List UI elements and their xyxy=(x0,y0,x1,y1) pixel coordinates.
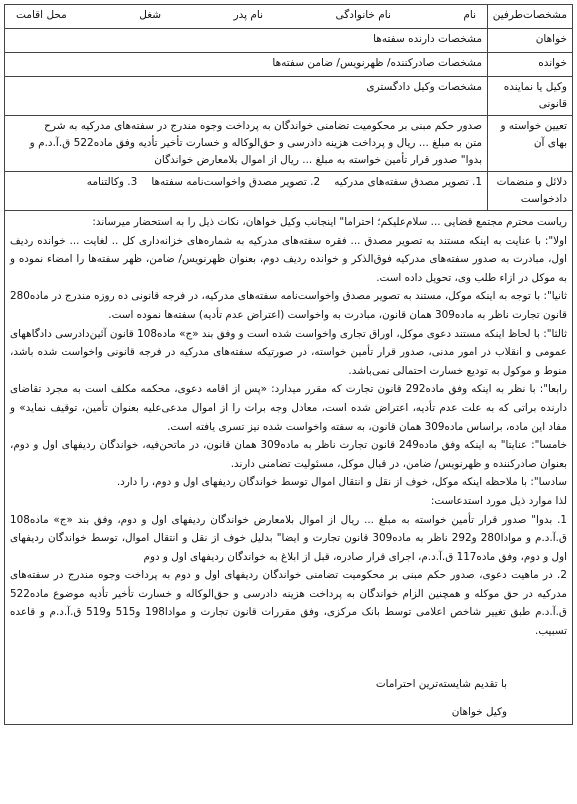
header-label: مشخصات‌طرفین xyxy=(488,5,573,29)
header-row xyxy=(5,5,573,29)
header-columns xyxy=(5,5,488,29)
petition-body xyxy=(5,211,573,725)
claim-line: صدور حکم مبنی بر محکومیت تضامنی خواندگان به پرداخت وجوه مندرج در سفته‌های مدرکیه به شرح xyxy=(44,120,482,132)
lawyer-label: وکیل یا نماینده قانونی xyxy=(488,77,573,116)
body-row xyxy=(5,211,573,725)
petition-form xyxy=(4,4,573,725)
evidence-value xyxy=(5,172,488,211)
request-item: 2. در ماهیت دعوی، صدور حکم مبنی بر محکومیت تضامنی خواندگان ردیفهای اول و دوم به پرداخت وجوه مندرج در سفته‌های مدرکیه در حق موکله و همچنین الزام خواندگان به پرداخت هزینه دادرسی و حق‌الوکاله و خسارت تأخیر تأدیه موضوع ماده522 ق.آ.د.م طبق تغییر شاخص اعلامی توسط بانک مرکزی، وفق مقررات قانون تجارت و موادا198 و515 و519 ق.آ.د.م و قاعده تسبیب. xyxy=(10,569,567,638)
salutation-paragraph: ریاست محترم مجتمع قضایی ... سلام‌علیکم؛ احتراما" اینجانب وکیل خواهان، نکات ذیل را به استحضار میرساند: xyxy=(92,216,567,228)
requests-intro: لذا موارد ذیل مورد استدعاست: xyxy=(430,494,567,507)
body-paragraph: رابعا": با نظر به اینکه وفق ماده292 قانون تجارت که مقرر میدارد: «پس از اقامه دعوی، محکمه مکلف است به مجرد تقاضای دارنده براتی که به علت عدم تأدیه، اعتراض شده است، معادل وجه برات را از اموال مدعی‌علیه بعنوان تأمین، توقیف نماید» و مفاد این ماده، براساس ماده309 همان قانون، به سفته واخواست شده نیز تسری یافته است. xyxy=(10,383,567,433)
evidence-item: 2. تصویر مصدق واخواست‌نامه سفته‌ها xyxy=(151,176,321,188)
claim-label: تعیین خواسته و بهای آن xyxy=(488,116,573,172)
parties-table xyxy=(4,4,573,725)
closing-greeting: با تقدیم شایسته‌ترین احترامات xyxy=(375,677,507,690)
evidence-item: 3. وکالتنامه xyxy=(86,176,138,188)
body-paragraph: ثالثا": با لحاظ اینکه مستند دعوی موکل، اوراق تجاری واخواست شده است و وفق بند «ج» ماده108 قانون آئین‌دادرسی دادگاههای عمومی و انقلاب در امور مدنی، صدور قرار تأمین خواسته، در صورتیکه سفته‌های مدرکیه در فرجه قانونی واخواست شده باشد، منوط و موکول به تودیع خسارت احتمالی نمی‌باشد. xyxy=(10,327,567,377)
claim-line: بدوا" صدور قرار تأمین خواسته به مبلغ ... ریال از اموال بلامعارض خواندگان xyxy=(154,154,482,166)
defendant-label: خوانده xyxy=(488,53,573,77)
evidence-item: 1. تصویر مصدق سفته‌های مدرکیه xyxy=(334,176,482,188)
defendant-value: مشخصات صادرکننده/ ظهرنویس/ ضامن سفته‌ها xyxy=(5,53,488,77)
claim-value xyxy=(5,116,488,172)
plaintiff-row xyxy=(5,29,573,53)
evidence-row xyxy=(5,172,573,211)
plaintiff-label: خواهان xyxy=(488,29,573,53)
request-item: 1. بدوا" صدور قرار تأمین خواسته به مبلغ ... ریال از اموال بلامعارض خواندگان ردیفهای اول و دوم، وفق بند «ج» ماده108 ق.آ.د.م و موادا280 و292 ناظر به ماده309 قانون تجارت و ایضا" بدلیل خوف از نقل و انتقال اموال، توسط خواندگان ردیفهای اول و دوم، وفق ماده117 ق.آ.د.م، اجرای قرار صادره، قبل از ابلاغ به خواندگان ردیفهای اول و دوم xyxy=(10,513,567,563)
body-paragraph: خامسا": عنایتا" به اینکه وفق ماده249 قانون تجارت ناظر به ماده309 همان قانون، در ماتحن‌فیه، خواندگان ردیفهای اول و دوم، بعنوان صادرکننده و ظهرنویس/ ضامن، در قبال موکل، مسئولیت تضامنی دارند. xyxy=(10,439,567,470)
col-last-name: نام خانوادگی xyxy=(335,9,391,21)
body-paragraph: اولا": با عنایت به اینکه مستند به تصویر مصدق ... فقره سفته‌های مدرکیه به شماره‌های خزانه‌داری کل .. لغایت ... خوانده ردیف اول، مبادرت به صدور سفته‌های مدرکیه فوق‌الذکر و خوانده ردیف دوم، بعنوان ظهرنویس/ ضامن، ظهر سفته‌ها را امضاء نموده و به موکل در ازاء طلب وی، تحویل داده است. xyxy=(10,234,567,284)
closing-signature: وکیل خواهان xyxy=(451,706,507,719)
closing-block xyxy=(10,675,567,722)
defendant-row xyxy=(5,53,573,77)
col-first-name: نام xyxy=(463,9,476,21)
body-paragraph: سادسا": با ملاحظه اینکه موکل، خوف از نقل و انتقال اموال توسط خواندگان ردیفهای اول و دوم، را دارد. xyxy=(116,476,567,489)
col-residence: محل اقامت xyxy=(16,9,67,21)
claim-line: متن به مبلغ ... ریال و پرداخت هزینه دادرسی و حق‌الوکاله و خسارت تأخیر تأدیه وفق ماده522 ق.آ.د.م و xyxy=(29,137,482,149)
lawyer-row xyxy=(5,77,573,116)
col-father-name: نام پدر xyxy=(233,9,264,21)
body-paragraph: ثانیا": با توجه به اینکه موکل، مستند به تصویر مصدق واخواست‌نامه سفته‌های مدرکیه، در فرجه قانونی ده روزه مندرج در ماده280 قانون تجارت ناظر به ماده309 همان قانون، مبادرت به واخواست (اعتراض عدم تأدیه) سفته‌ها نموده است. xyxy=(10,290,567,321)
evidence-label: دلائل و منضمات دادخواست xyxy=(488,172,573,211)
claim-row xyxy=(5,116,573,172)
plaintiff-value: مشخصات دارنده سفته‌ها xyxy=(5,29,488,53)
lawyer-value: مشخصات وکیل دادگستری xyxy=(5,77,488,116)
col-job: شغل xyxy=(139,9,162,21)
